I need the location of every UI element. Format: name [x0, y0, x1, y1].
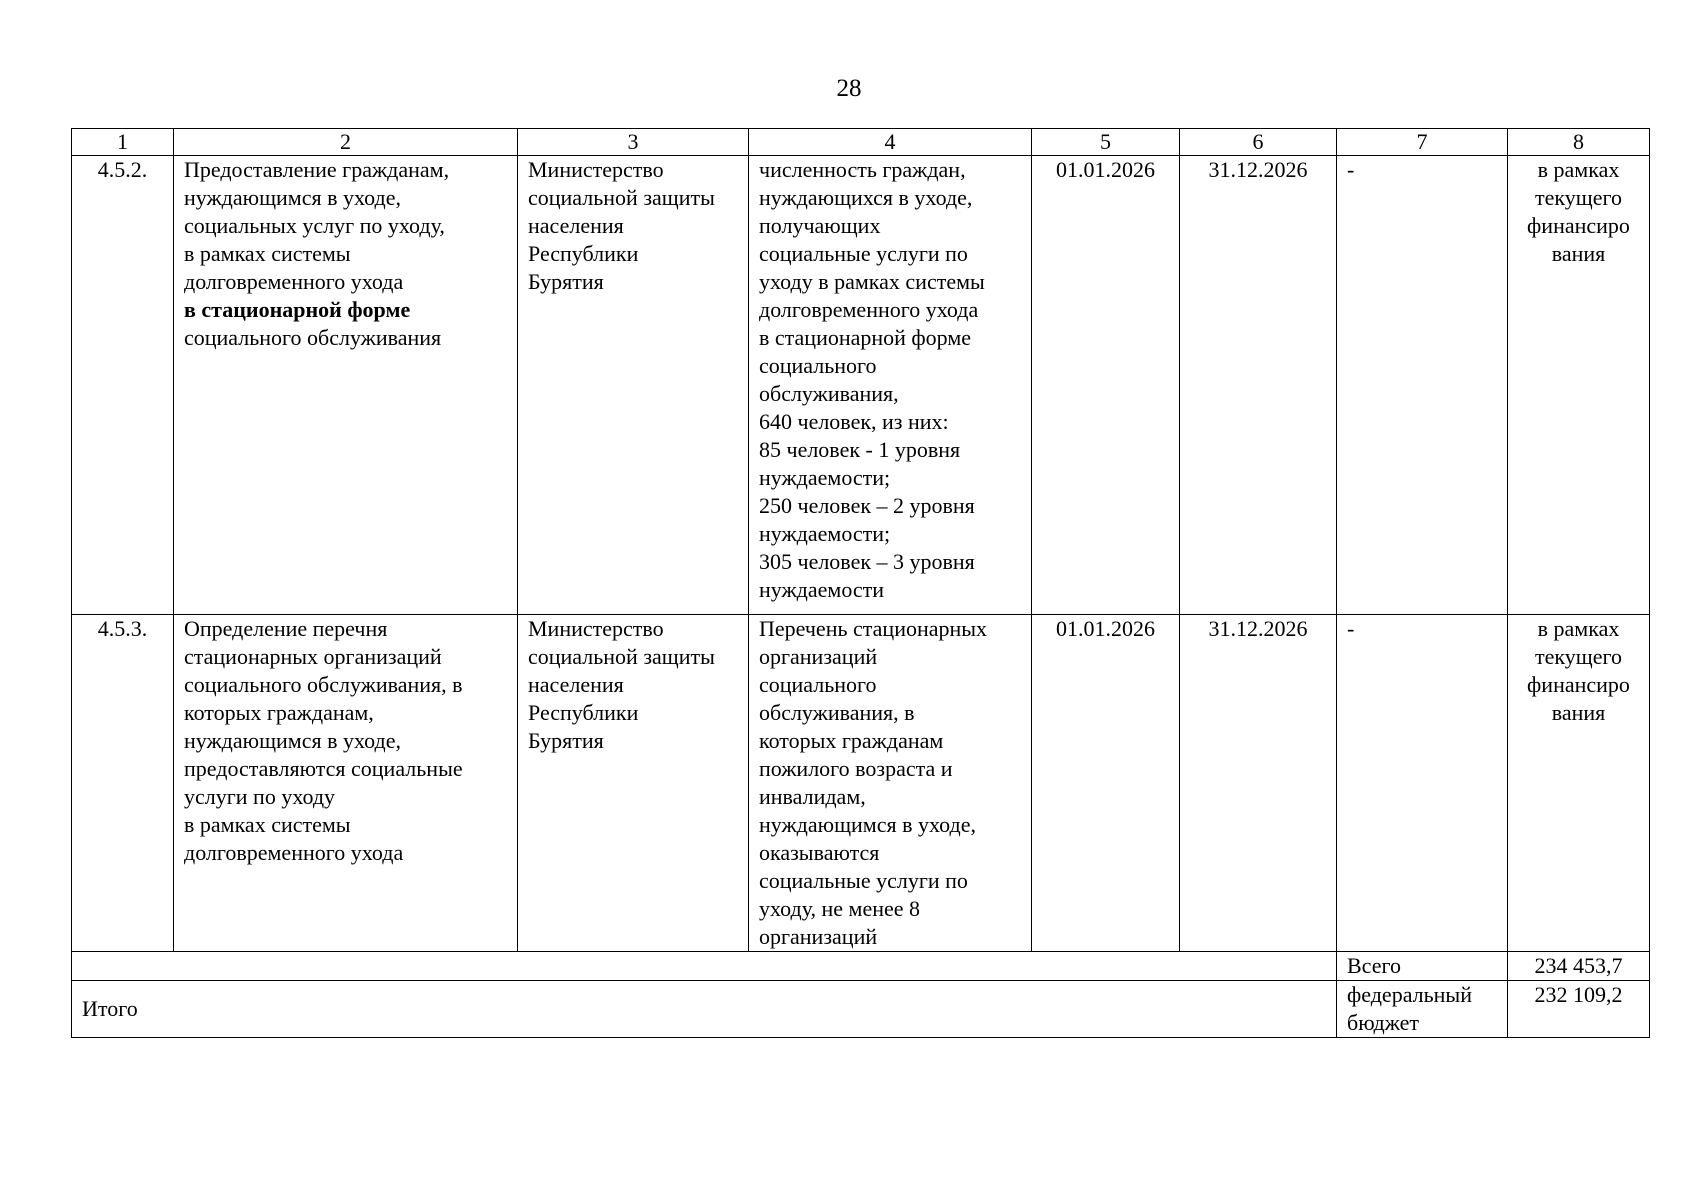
executor-line: Бурятия	[528, 269, 604, 294]
description-line: долговременного ухода	[184, 269, 404, 294]
page-number: 28	[836, 75, 862, 102]
result-line: 640 человек, из них:	[759, 409, 949, 434]
result-line: организаций	[759, 644, 878, 669]
result-line: получающих	[759, 213, 881, 238]
executor-line: Бурятия	[528, 728, 604, 753]
funding-line: текущего	[1535, 185, 1622, 210]
federal-budget-label	[1337, 981, 1508, 1038]
column-header: 5	[1032, 129, 1180, 156]
executor-line: социальной защиты	[528, 644, 715, 669]
result-line: пожилого возраста и	[759, 756, 953, 781]
result-line: 85 человек - 1 уровня	[759, 437, 961, 462]
end-date: 31.12.2026	[1180, 156, 1337, 615]
column-header: 7	[1337, 129, 1508, 156]
result-line: нуждающимся в уходе,	[759, 812, 976, 837]
table-row	[72, 156, 1650, 615]
result-line: 305 человек – 3 уровня	[759, 549, 975, 574]
description-line: социального обслуживания	[184, 325, 442, 350]
description-line: предоставляются социальные	[184, 756, 463, 781]
description-line: Предоставление гражданам,	[184, 157, 450, 182]
federal-budget-value: 232 109,2	[1508, 981, 1650, 1038]
result-line: инвалидам,	[759, 784, 866, 809]
row-number: 4.5.2.	[72, 156, 174, 615]
federal-label-line: федеральный	[1347, 982, 1472, 1007]
row-number: 4.5.3.	[72, 615, 174, 952]
funding-line: вания	[1551, 700, 1606, 725]
description-line-bold: в стационарной форме	[184, 297, 411, 322]
result-line: нуждаемости	[759, 577, 885, 602]
column-header: 8	[1508, 129, 1650, 156]
expected-result	[749, 156, 1032, 615]
funding-source	[1508, 615, 1650, 952]
column-7-value: -	[1337, 615, 1508, 952]
expected-result	[749, 615, 1032, 952]
federal-label-line: бюджет	[1347, 1010, 1419, 1035]
description-line: в рамках системы	[184, 241, 351, 266]
result-line: нуждающихся в уходе,	[759, 185, 973, 210]
result-line: нуждаемости;	[759, 465, 891, 490]
result-line: оказываются	[759, 840, 880, 865]
result-line: Перечень стационарных	[759, 616, 988, 641]
activity-description	[174, 156, 518, 615]
result-line: численность граждан,	[759, 157, 966, 182]
result-line: долговременного ухода	[759, 297, 979, 322]
description-line: услуги по уходу	[184, 784, 336, 809]
responsible-executor	[518, 615, 749, 952]
description-line: которых гражданам,	[184, 700, 374, 725]
result-line: обслуживания, в	[759, 700, 915, 725]
executor-line: Республики	[528, 700, 639, 725]
funding-line: текущего	[1535, 644, 1622, 669]
result-line: уходу в рамках системы	[759, 269, 985, 294]
total-value: 234 453,7	[1508, 952, 1650, 981]
result-line: которых гражданам	[759, 728, 944, 753]
federal-row	[72, 981, 1650, 1038]
total-row	[72, 952, 1650, 981]
start-date: 01.01.2026	[1032, 615, 1180, 952]
start-date: 01.01.2026	[1032, 156, 1180, 615]
total-empty-cell	[72, 952, 1337, 981]
table-header-row	[72, 129, 1650, 156]
funding-source	[1508, 156, 1650, 615]
description-line: Определение перечня	[184, 616, 388, 641]
column-header: 6	[1180, 129, 1337, 156]
description-line: стационарных организаций	[184, 644, 442, 669]
column-header: 3	[518, 129, 749, 156]
result-line: нуждаемости;	[759, 521, 891, 546]
activity-description	[174, 615, 518, 952]
itogo-label: Итого	[72, 981, 1337, 1038]
table-row	[72, 615, 1650, 952]
funding-line: в рамках	[1537, 157, 1620, 182]
executor-line: Министерство	[528, 616, 664, 641]
plan-table	[71, 128, 1650, 1038]
result-line: уходу, не менее 8	[759, 896, 921, 921]
end-date: 31.12.2026	[1180, 615, 1337, 952]
result-line: социальные услуги по	[759, 241, 968, 266]
funding-line: финансиро	[1527, 213, 1630, 238]
result-line: 250 человек – 2 уровня	[759, 493, 975, 518]
funding-line: финансиро	[1527, 672, 1630, 697]
result-line: обслуживания,	[759, 381, 899, 406]
result-line: социальные услуги по	[759, 868, 968, 893]
executor-line: Министерство	[528, 157, 664, 182]
description-line: социального обслуживания, в	[184, 672, 463, 697]
description-line: социальных услуг по уходу,	[184, 213, 445, 238]
column-header: 2	[174, 129, 518, 156]
executor-line: Республики	[528, 241, 639, 266]
funding-line: вания	[1551, 241, 1606, 266]
responsible-executor	[518, 156, 749, 615]
result-line: в стационарной форме	[759, 325, 972, 350]
column-header: 1	[72, 129, 174, 156]
total-label: Всего	[1337, 952, 1508, 981]
description-line: долговременного ухода	[184, 840, 404, 865]
result-line: социального	[759, 353, 877, 378]
executor-line: населения	[528, 213, 624, 238]
result-line: организаций	[759, 924, 878, 949]
result-line: социального	[759, 672, 877, 697]
executor-line: социальной защиты	[528, 185, 715, 210]
executor-line: населения	[528, 672, 624, 697]
column-7-value: -	[1337, 156, 1508, 615]
description-line: нуждающимся в уходе,	[184, 728, 401, 753]
funding-line: в рамках	[1537, 616, 1620, 641]
description-line: в рамках системы	[184, 812, 351, 837]
description-line: нуждающимся в уходе,	[184, 185, 401, 210]
column-header: 4	[749, 129, 1032, 156]
